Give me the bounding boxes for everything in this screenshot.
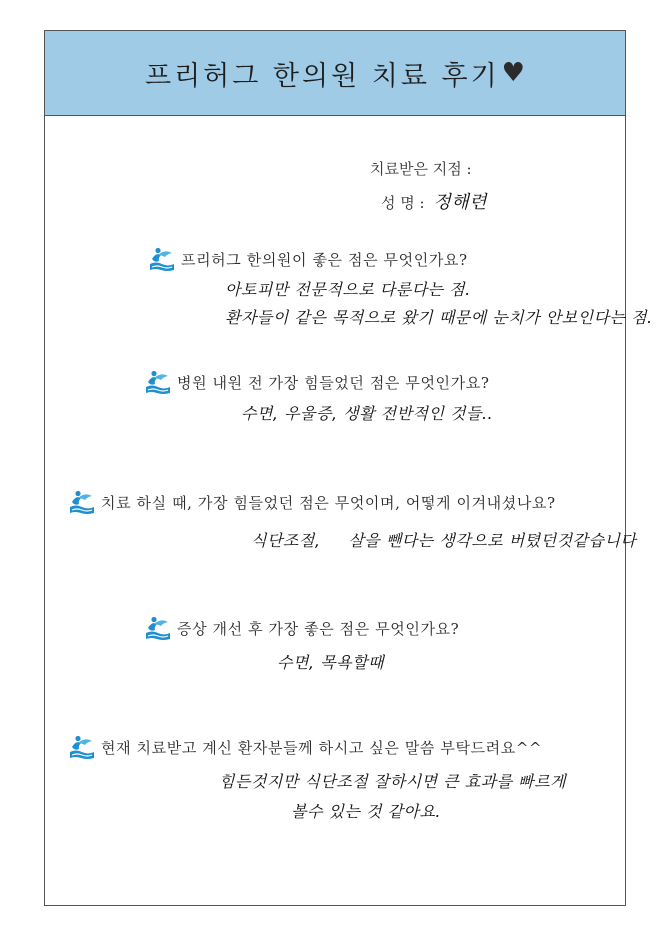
question-text: 현재 치료받고 계신 환자분들께 하시고 싶은 말씀 부탁드려요^^: [101, 738, 543, 757]
question-block-5: [69, 734, 542, 760]
freehug-logo-icon: [69, 734, 95, 760]
name-field: [381, 188, 487, 214]
answer-text: 볼수 있는 것 같아요.: [291, 802, 441, 821]
name-label: 성 명 :: [381, 194, 425, 212]
question-text: 병원 내원 전 가장 힘들었던 점은 무엇인가요?: [177, 373, 490, 392]
freehug-logo-icon: [145, 615, 171, 641]
question-block-3: [69, 489, 556, 515]
answer-text: 식단조절, 살을 뺀다는 생각으로 버텼던것같습니다: [251, 531, 637, 550]
branch-label: 치료받은 지점 :: [370, 160, 472, 178]
question-block-2: [145, 369, 489, 395]
question-text: 증상 개선 후 가장 좋은 점은 무엇인가요?: [177, 619, 460, 638]
answer-text: 아토피만 전문적으로 다룬다는 점.: [225, 280, 471, 299]
freehug-logo-icon: [145, 369, 171, 395]
review-form: [44, 30, 653, 906]
question-block-4: [145, 615, 459, 641]
title-banner: [45, 31, 625, 116]
heart-icon: ♥: [501, 58, 525, 88]
branch-field: [370, 158, 472, 179]
page-title: 프리허그 한의원 치료 후기: [145, 60, 500, 92]
freehug-logo-icon: [69, 489, 95, 515]
freehug-logo-icon: [149, 246, 175, 272]
question-text: 치료 하실 때, 가장 힘들었던 점은 무엇이며, 어떻게 이겨내셨나요?: [101, 493, 556, 512]
question-text: 프리허그 한의원이 좋은 점은 무엇인가요?: [181, 250, 468, 269]
answer-text: 수면, 우울증, 생활 전반적인 것들..: [241, 404, 494, 423]
question-block-1: [149, 246, 468, 272]
answer-text: 환자들이 같은 목적으로 왔기 때문에 눈치가 안보인다는 점.: [225, 308, 653, 327]
answer-text: 수면, 목욕할때: [277, 653, 384, 672]
name-value: 정해련: [433, 192, 488, 213]
answer-text: 힘든것지만 식단조절 잘하시면 큰 효과를 빠르게: [219, 772, 567, 791]
